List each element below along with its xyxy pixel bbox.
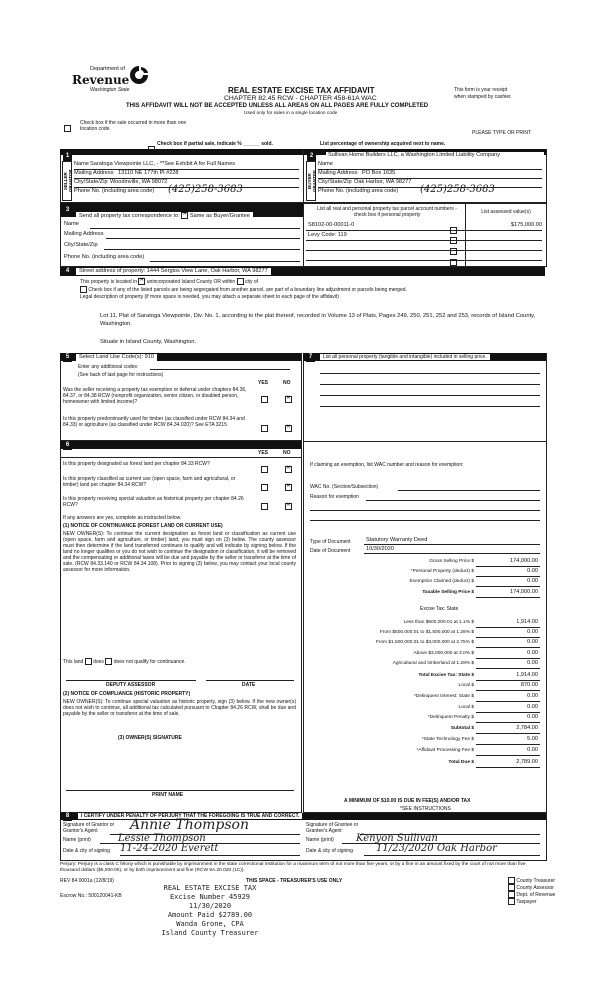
calc-label-11: *Delinquent Interest: State $ xyxy=(414,694,474,699)
buyer-name-label: Name xyxy=(318,161,333,167)
section-3-badge: 3 xyxy=(63,206,72,215)
seller-address-label: Mailing Address xyxy=(74,170,114,176)
buyer-phone-label: Phone No. (including area code) xyxy=(318,188,399,194)
calc-label-8: Agricultural and timberland at 1.28% $ xyxy=(392,661,474,666)
calc-label-4: Less than $500,000.01 at 1.1% $ xyxy=(403,620,474,625)
type-or-print: PLEASE TYPE OR PRINT xyxy=(472,130,532,136)
calc-value-12[interactable]: 0.00 xyxy=(527,704,538,710)
buyer-address-label: Mailing Address xyxy=(318,170,358,176)
form-used-only: Used only for sales in a single location code xyxy=(244,111,338,116)
print-name-label: PRINT NAME xyxy=(152,792,184,798)
seller-phone[interactable]: (425)258-3683 xyxy=(168,184,243,195)
street-row xyxy=(76,268,271,275)
claiming-exemption-label: If claiming an exemption, list WAC number and reason for exemption: xyxy=(310,462,464,468)
corr-phone-label: Phone No. (including area code) xyxy=(64,254,145,260)
legal-label: Legal description of property (if more space is needed, you may attach a separate sheet to each page of the affidavit) xyxy=(80,294,339,300)
s5-question-1: Was the seller receiving a property tax exemption or deferral under chapters 84.36, 84.37, or 84.38 RCW (nonprofit organization, senior citizen, or disabled person, homeowner with limited income)? xyxy=(63,387,247,405)
calc-value-2[interactable]: 0.00 xyxy=(527,578,538,584)
certify-label: I CERTIFY UNDER PENALTY OF PERJURY THAT THE FOREGOING IS TRUE AND CORRECT. xyxy=(78,813,302,819)
doc-type-label: Type of Document xyxy=(310,539,351,545)
calc-value-14[interactable]: 2,784.00 xyxy=(516,725,538,731)
s5-q2-yes[interactable] xyxy=(261,420,268,438)
s6-question-2: Is this property classified as current use (open space, farm and agricultural, or timber) land per chapter 84.34 RCW? xyxy=(63,476,236,488)
section-4-badge: 4 xyxy=(63,267,72,276)
unincorporated-label: unincorporated Island County OR within xyxy=(146,278,236,285)
s6-question-3: Is this property receiving special valuation as historical property per chapter 84.26 RCW? xyxy=(63,496,244,508)
does-not-checkbox[interactable] xyxy=(105,658,112,665)
notice-2-title: (2) NOTICE OF COMPLIANCE (HISTORIC PROPERTY) xyxy=(63,691,191,697)
escrow-number: Escrow No.: 500120041-KB xyxy=(60,893,122,899)
legal-description[interactable]: Lot 11, Plat of Saratoga Viewpointe, Div. No. 1, according to the plat thereof, recorded in Volume 13 of Plats, Pages 249, 250, 251, 252 and 253, records of Island County, Washington. xyxy=(100,313,536,327)
calc-label-0: Gross Selling Price $ xyxy=(429,559,474,564)
dor-state: Washington State xyxy=(90,87,130,93)
grantee-sig-label: Signature of Grantee or Grantee's Agent xyxy=(306,822,359,834)
corr-name-label: Name xyxy=(64,221,79,227)
s6-q2-yes[interactable] xyxy=(261,479,268,497)
list-percentage-label: List percentage of ownership acquired next to name. xyxy=(320,141,446,147)
seller-name-label: Name xyxy=(74,161,89,167)
grantee-name-label: Name (print) xyxy=(306,837,334,843)
buyer-address[interactable]: PO Box 1635 xyxy=(362,170,396,176)
form-warning: THIS AFFIDAVIT WILL NOT BE ACCEPTED UNLESS ALL AREAS ON ALL PAGES ARE FULLY COMPLETED xyxy=(126,103,429,109)
s5-no-header: NO xyxy=(283,380,291,386)
s6-q2-no[interactable] xyxy=(285,479,292,497)
corr-address-label: Mailing Address xyxy=(64,231,104,237)
s5-question-2: Is this property predominantly used for timber (as classified under RCW 84.34 and 84.33) or agriculture (as classified under RCW 84.34.020)? See ETA 3215 xyxy=(63,416,245,428)
same-as-buyer-checkbox[interactable] xyxy=(181,212,188,219)
seller-phone-label: Phone No. (including area code) xyxy=(74,188,155,194)
calc-label-3: Taxable Selling Price $ xyxy=(422,590,474,595)
excise-state-header: Excise Tax: State xyxy=(420,606,459,612)
calc-label-9: Total Excise Tax: State $ xyxy=(418,673,474,678)
land-use-row xyxy=(76,354,157,361)
calc-label-17: Total Due $ xyxy=(448,760,474,765)
list-personal-label: List all personal property (tangible and intangible) included in selling price. xyxy=(320,354,490,360)
parcel-number[interactable]: S8102-00-00011-0 xyxy=(308,222,355,228)
seller-city[interactable]: Woodinville, WA 98072 xyxy=(110,179,168,185)
calc-value-10[interactable]: 870.00 xyxy=(520,682,538,688)
corr-city-label: City/State/Zip xyxy=(64,242,98,248)
segregated-label: Check box if any of the listed parcels are being segregated from another parcel, are part of a boundary line adjustment or parcels being merged. xyxy=(88,286,407,293)
reason-label: Reason for exemption xyxy=(310,494,359,500)
notice-1-body: NEW OWNER(S): To continue the current designation as forest land or classification as current use (open space, farm and agriculture, or timber) land, you must sign on (3) below. The county assessor must then determine if the land transferred continues to qualify and will indicate by signing below. If the land no longer qualifies or you do not wish to continue the designation or classification, it will be removed and the compensating or additional taxes will be due and payable by the seller or transferor at the time of sale. (RCW 84.33.140 or RCW 84.34.108). Prior to signing (3) below, you may contact your local county assessor for more information. xyxy=(63,531,296,573)
receipt-note-2: when stamped by cashier. xyxy=(454,94,512,100)
treasurer-stamp xyxy=(150,884,270,939)
street-label: Street address of property: xyxy=(79,268,146,274)
street-address[interactable]: 1444 Sergios View Lane, Oak Harbor, WA 98277 xyxy=(146,268,268,274)
segregated-checkbox[interactable] xyxy=(80,286,87,293)
section-5-badge: 5 xyxy=(63,353,72,362)
send-to-text: Send all property tax correspondence to: xyxy=(79,212,180,219)
calc-label-7: Above $3,000,000 at 3.0% $ xyxy=(413,651,474,656)
assessed-value[interactable]: $175,000.00 xyxy=(510,222,542,228)
minimum-due-label: A MINIMUM OF $10.00 IS DUE IN FEE(S) AND/OR TAX xyxy=(344,798,471,804)
section-2-badge: 2 xyxy=(307,152,316,161)
seller-tab: SELLER GRANTOR xyxy=(62,161,72,201)
seller-name[interactable]: Saratoga Viewpointe LLC, - **See Exhibit A for Full Names xyxy=(90,161,236,167)
does-label: does xyxy=(93,658,104,665)
qualify-row xyxy=(63,658,186,665)
stamp-line-1: REAL ESTATE EXCISE TAX xyxy=(163,884,257,892)
copy-dept-revenue: Dept. of Revenue xyxy=(508,891,555,898)
calc-value-5[interactable]: 0.00 xyxy=(527,629,538,635)
land-use-label: Select Land Use Code(s): xyxy=(79,354,144,360)
calc-value-16[interactable]: 0.00 xyxy=(527,747,538,753)
calc-value-17[interactable]: 2,789.00 xyxy=(516,759,538,765)
s6-if-yes: If any answers are yes, complete as instructed below. xyxy=(63,515,182,521)
calc-value-1[interactable]: 0.00 xyxy=(527,568,538,574)
dor-logo xyxy=(72,66,162,98)
deputy-assessor-label: DEPUTY ASSESSOR xyxy=(106,682,156,688)
assessed-header: List assessed value(s) xyxy=(481,209,531,215)
s6-q1-yes[interactable] xyxy=(261,461,268,479)
s6-no-header: NO xyxy=(283,450,291,456)
levy-code[interactable]: Levy Code: 119 xyxy=(308,232,347,238)
calc-value-0[interactable]: 174,000.00 xyxy=(510,558,538,564)
calc-value-8[interactable]: 0.00 xyxy=(527,660,538,666)
receipt-note-1: This form is your receipt xyxy=(454,87,508,93)
dor-swirl-icon xyxy=(128,64,150,86)
calc-label-2: Exemption Claimed (deduct) $ xyxy=(409,579,474,584)
s6-yes-header: YES xyxy=(258,450,269,456)
seller-address[interactable]: 13110 NE 177th Pl #228 xyxy=(118,170,179,176)
notice-2-body: NEW OWNER(S): To continue special valuation as historic property, sign (3) below. If the new owner(s) does not wish to continue, all additional tax calculated pursuant to Chapter 84.26 RCW, shall be due and payable by the seller or transferor at the time of sale. xyxy=(63,699,296,717)
grantor-name-label: Name (print) xyxy=(63,837,91,843)
calc-label-14: Subtotal $ xyxy=(450,726,474,731)
stamp-line-2: Excise Number 45929 xyxy=(169,893,251,902)
section-8-badge: 8 xyxy=(63,812,72,821)
calc-label-15: *State Technology Fee $ xyxy=(421,737,474,742)
calc-value-13[interactable]: 0.00 xyxy=(527,714,538,720)
s6-q3-yes[interactable] xyxy=(261,498,268,516)
grantee-name[interactable]: Kenyon Sullivan xyxy=(356,833,438,844)
unincorporated-checkbox[interactable] xyxy=(138,278,145,285)
s6-question-1: Is this property designated as forest land per chapter 84.33 RCW? xyxy=(63,461,210,467)
calc-value-7[interactable]: 0.00 xyxy=(527,650,538,656)
s6-q1-no[interactable] xyxy=(285,461,292,479)
segregated-row xyxy=(80,286,407,293)
section-6-badge: 6 xyxy=(63,441,72,450)
situate-text: Situate in Island County, Washington. xyxy=(100,339,197,345)
multi-location-label: Check box if the sale occurred in more than one location code. xyxy=(80,120,187,132)
stamp-line-6: Island County Treasurer xyxy=(161,929,259,938)
this-land-label: This land xyxy=(63,658,84,665)
deputy-date-label: DATE xyxy=(242,682,256,688)
form-chapter: CHAPTER 82.45 RCW - CHAPTER 458-61A WAC xyxy=(224,95,377,102)
located-label: This property is located in xyxy=(80,278,137,285)
buyer-tab: BUYER GRANTEE xyxy=(306,161,316,201)
city-checkbox[interactable] xyxy=(237,278,244,285)
notice-1-title: (1) NOTICE OF CONTINUANCE (FOREST LAND OR CURRENT USE) xyxy=(63,523,223,529)
located-row xyxy=(80,278,258,285)
additional-codes-label: Enter any additional codes: xyxy=(78,364,139,370)
multi-location-checkbox[interactable] xyxy=(64,120,71,138)
parcel-header: List all real and personal property tax parcel account numbers - check box if personal property xyxy=(317,206,457,218)
calc-label-13: *Delinquent Penalty $ xyxy=(427,715,474,720)
s5-q1-yes[interactable] xyxy=(261,391,268,409)
copy-county-assessor: County Assessor xyxy=(508,884,555,891)
calc-label-6: From $1,500,000.01 to $3,000,000 at 2.75% $ xyxy=(375,640,474,645)
treasurer-use-label: THIS SPACE - TREASURER'S USE ONLY xyxy=(246,878,343,884)
does-checkbox[interactable] xyxy=(85,658,92,665)
stamp-line-5: Wanda Grone, CPA xyxy=(176,920,244,929)
stamp-line-3: 11/30/2020 xyxy=(188,902,232,911)
copy-county-treasurer: County Treasurer xyxy=(508,877,555,884)
seller-city-label: City/State/Zip xyxy=(74,179,108,185)
calc-value-3[interactable]: 174,000.00 xyxy=(510,589,538,595)
stamp-line-4: Amount Paid $2789.00 xyxy=(167,911,253,920)
see-instructions-label: *SEE INSTRUCTIONS xyxy=(400,806,451,812)
partial-sale-label: Check box if partial sale, indicate % ______ sold. xyxy=(157,141,273,147)
same-as-buyer-label: Same as Buyer/Grantee xyxy=(189,212,250,219)
section-7-badge: 7 xyxy=(306,353,315,362)
buyer-phone[interactable]: (425)258-3683 xyxy=(420,184,495,195)
calc-label-12: Local $ xyxy=(458,705,474,710)
grantor-date-label: Date & city of signing xyxy=(63,848,110,854)
send-to-label xyxy=(76,212,253,220)
calc-label-16: *Affidavit Processing Fee $ xyxy=(416,748,474,753)
grantee-date[interactable]: 11/23/2020 Oak Harbor xyxy=(376,843,497,854)
does-not-label: does not qualify for continuance. xyxy=(113,658,186,665)
calc-value-9[interactable]: 1,914.00 xyxy=(516,672,538,678)
form-title: REAL ESTATE EXCISE TAX AFFIDAVIT xyxy=(228,86,375,95)
dor-name: Revenue xyxy=(72,73,130,87)
doc-type[interactable]: Statutory Warranty Deed xyxy=(366,537,428,543)
s5-q1-no[interactable] xyxy=(285,391,292,409)
section-1-badge: 1 xyxy=(63,152,72,161)
grantor-sig-label: Signature of Grantor or Grantor's Agent xyxy=(63,822,115,834)
calc-label-5: From $500,000.01 to $1,500,000 at 1.28% $ xyxy=(379,630,474,635)
perjury-notice: Perjury: Perjury is a class C felony which is punishable by imprisonment in the state correctional institution for a maximum term of not more than five years, or by a fine in an amount fixed by the court of not more than five thousand dollars ($5,000.00), or by both imprisonment and fine (RCW 9A.20.020 (1C)). xyxy=(60,862,526,873)
grantor-name[interactable]: Lessie Thompson xyxy=(118,833,206,844)
land-use-code[interactable]: 910 xyxy=(144,354,154,360)
s5-yes-header: YES xyxy=(258,380,269,386)
copy-taxpayer: Taxpayer xyxy=(508,898,555,905)
calc-value-6[interactable]: 0.00 xyxy=(527,639,538,645)
calc-label-10: Local $ xyxy=(458,683,474,688)
owner-signature-label: (3) OWNER(S) SIGNATURE xyxy=(118,735,182,741)
doc-date[interactable]: 10/30/2020 xyxy=(366,546,394,552)
dor-dept-line: Department of xyxy=(90,66,125,72)
wac-label: WAC No. (Section/Subsection) xyxy=(310,484,379,490)
see-back-label: (See back of last page for instructions) xyxy=(78,372,164,378)
calc-value-15[interactable]: 5.00 xyxy=(527,736,538,742)
calc-label-1: *Personal Property (deduct) $ xyxy=(410,569,474,574)
buyer-city-label: City/State/Zip xyxy=(318,179,352,185)
grantor-signature[interactable]: Annie Thompson xyxy=(130,817,250,833)
city-of-label: city of xyxy=(244,278,258,285)
grantor-date[interactable]: 11-24-2020 Everett xyxy=(120,843,219,854)
copy-list xyxy=(508,877,555,905)
buyer-name[interactable]: Sullivan Home Builders LLC, a Washington Limited Liability Company xyxy=(326,152,544,159)
grantee-date-label: Date & city of signing xyxy=(306,848,353,854)
s5-q2-no[interactable] xyxy=(285,420,292,438)
buyer-city[interactable]: Oak Harbor, WA 98277 xyxy=(354,179,412,185)
calc-value-4[interactable]: 1,914.00 xyxy=(516,619,538,625)
s6-q3-no[interactable] xyxy=(285,498,292,516)
doc-date-label: Date of Document xyxy=(310,548,351,554)
form-revision: REV 84 0001a (12/8/19) xyxy=(60,878,114,884)
calc-value-11[interactable]: 0.00 xyxy=(527,693,538,699)
